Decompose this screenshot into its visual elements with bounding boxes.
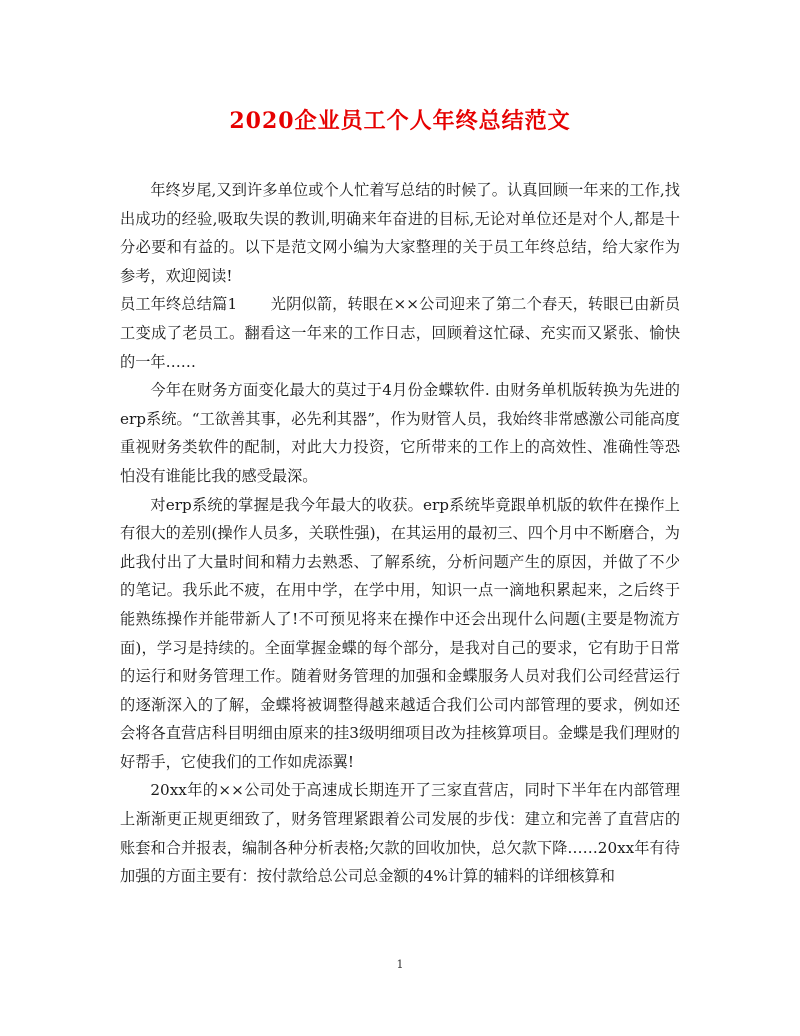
section-heading: 员工年终总结篇1 [120, 295, 238, 314]
intro-paragraph: 年终岁尾,又到许多单位或个人忙着写总结的时候了。认真回顾一年来的工作,找出成功的经验,吸取失误的教训,明确来年奋进的目标,无论对单位还是对个人,都是十分必要和有益的。以下是范文网小编为大家整理的关于员工年终总结，给大家作为参考，欢迎阅读! [120, 181, 680, 285]
document-body [120, 176, 680, 891]
page-number: 1 [396, 958, 404, 971]
section-paragraph-1 [120, 290, 680, 376]
body-paragraph-erp-upgrade: 今年在财务方面变化最大的莫过于4月份金蝶软件. 由财务单机版转换为先进的erp系统。“工欲善其事，必先利其器”，作为财管人员，我始终非常感激公司能高度重视财务类软件的配制，对此大力投资，它所带来的工作上的高效性、准确性等恐怕没有谁能比我的感受最深。 [120, 381, 680, 485]
body-paragraph-company-growth: 20xx年的××公司处于高速成长期连开了三家直营店，同时下半年在内部管理上渐渐更正规更细致了，财务管理紧跟着公司发展的步伐：建立和完善了直营店的账套和合并报表，编制各种分析表格;欠款的回收加快，总欠款下降……20xx年有待加强的方面主要有：按付款给总公司总金额的4%计算的辅料的详细核算和 [120, 781, 680, 886]
body-paragraph-erp-learning: 对erp系统的掌握是我今年最大的收获。erp系统毕竟跟单机版的软件在操作上有很大的差别(操作人员多，关联性强)，在其运用的最初三、四个月中不断磨合，为此我付出了大量时间和精力去熟悉、了解系统，分析问题产生的原因，并做了不少的笔记。我乐此不疲，在用中学，在学中用，知识一点一滴地积累起来，之后终于能熟练操作并能带新人了!不可预见将来在操作中还会出现什么问题(主要是物流方面)，学习是持续的。全面掌握金蝶的每个部分，是我对自己的要求，它有助于日常的运行和财务管理工作。随着财务管理的加强和金蝶服务人员对我们公司经营运行的逐渐深入的了解，金蝶将被调整得越来越适合我们公司内部管理的要求，例如还会将各直营店科目明细由原来的挂3级明细项目改为挂核算项目。金蝶是我们理财的好帮手，它使我们的工作如虎添翼! [120, 495, 680, 771]
section-paragraph-1-text: 光阴似箭，转眼在××公司迎来了第二个春天，转眼已由新员工变成了老员工。翻看这一年来的工作日志，回顾着这忙碌、充实而又紧张、愉快的一年…… [120, 295, 681, 371]
page-title: 2020企业员工个人年终总结范文 [229, 108, 571, 134]
